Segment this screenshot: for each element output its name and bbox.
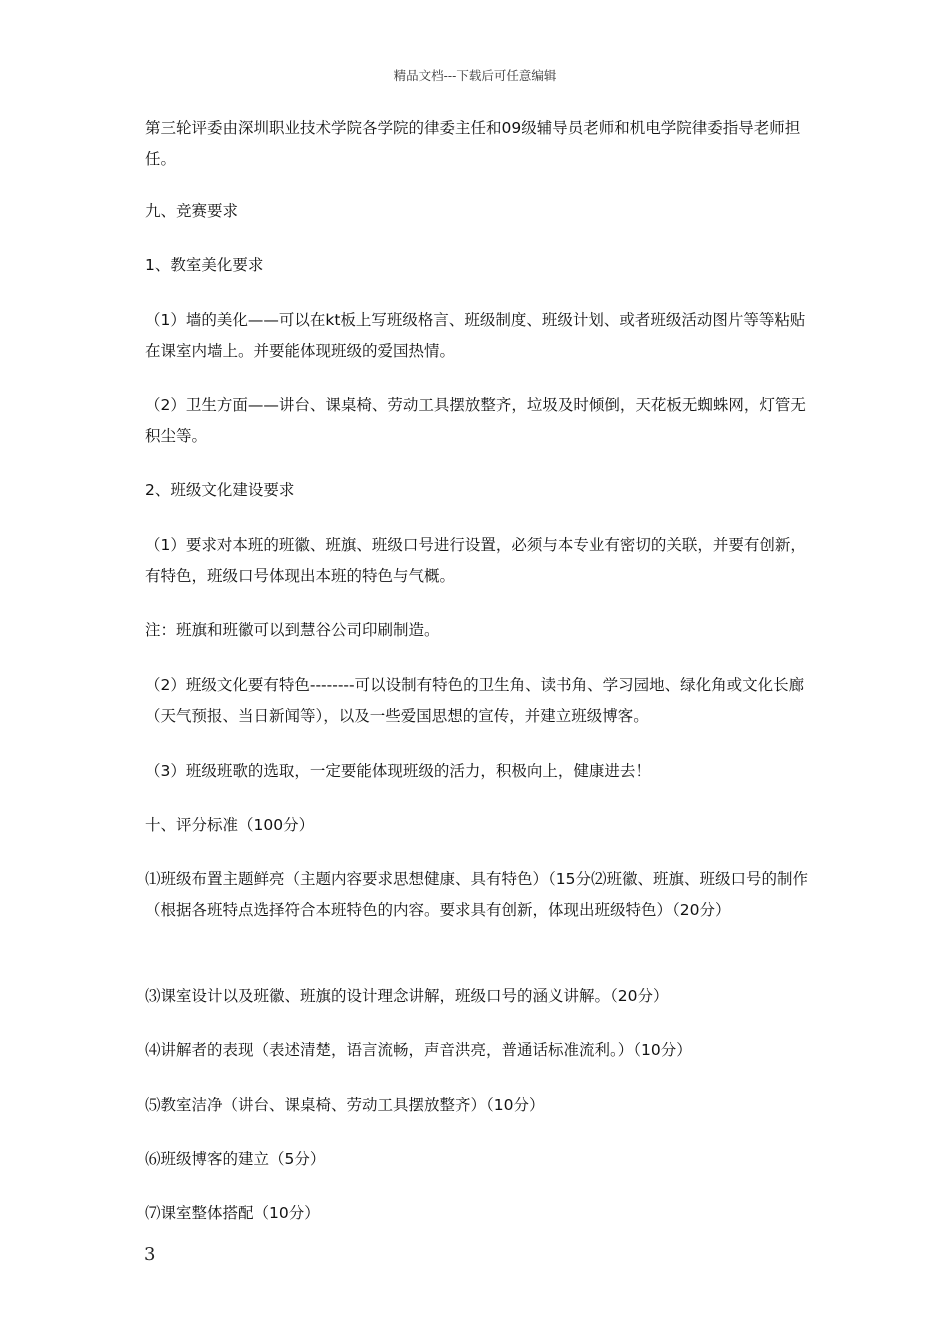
paragraph-criteria-1-2: ⑴班级布置主题鲜亮（主题内容要求思想健康、具有特色）（15分⑵班徽、班旗、班级口号的制作（根据各班特点选择符合本班特色的内容。要求具有创新，体现出班级特色）（20分）	[145, 870, 808, 919]
page-header: 精品文档---下载后可任意编辑	[393, 68, 557, 83]
heading-scoring-criteria: 十、评分标准（100分）	[145, 816, 315, 834]
heading-classroom-beautification: 1、教室美化要求	[145, 256, 264, 274]
paragraph-judges: 第三轮评委由深圳职业技术学院各学院的律委主任和09级辅导员老师和机电学院律委指导老师担任。	[145, 119, 801, 168]
heading-competition-requirements: 九、竞赛要求	[145, 202, 239, 220]
paragraph-criteria-7: ⑺课室整体搭配（10分）	[145, 1204, 320, 1222]
heading-class-culture: 2、班级文化建设要求	[145, 481, 295, 499]
paragraph-hygiene: （2）卫生方面——讲台、课桌椅、劳动工具摆放整齐，垃圾及时倾倒，天花板无蜘蛛网，灯管无积尘等。	[145, 396, 806, 445]
paragraph-class-emblem: （1）要求对本班的班徽、班旗、班级口号进行设置，必须与本专业有密切的关联，并要有创新，有特色，班级口号体现出本班的特色与气概。	[145, 536, 806, 585]
paragraph-class-song: （3）班级班歌的选取，一定要能体现班级的活力，积极向上，健康进去！	[145, 762, 651, 780]
paragraph-criteria-4: ⑷讲解者的表现（表述清楚，语言流畅，声音洪亮，普通话标准流利。）（10分）	[145, 1041, 692, 1059]
paragraph-criteria-5: ⑸教室洁净（讲台、课桌椅、劳动工具摆放整齐）（10分）	[145, 1096, 545, 1114]
paragraph-criteria-6: ⑹班级博客的建立（5分）	[145, 1150, 326, 1168]
paragraph-note: 注：班旗和班徽可以到慧谷公司印刷制造。	[145, 621, 440, 639]
paragraph-wall-beautification: （1）墙的美化——可以在kt板上写班级格言、班级制度、班级计划、或者班级活动图片等等粘贴在课室内墙上。并要能体现班级的爱国热情。	[145, 311, 806, 360]
paragraph-criteria-3: ⑶课室设计以及班徽、班旗的设计理念讲解，班级口号的涵义讲解。（20分）	[145, 987, 669, 1005]
paragraph-culture-features: （2）班级文化要有特色--------可以设制有特色的卫生角、读书角、学习园地、绿化角或文化长廊（天气预报、当日新闻等），以及一些爱国思想的宣传，并建立班级博客。	[145, 676, 805, 725]
page-number: 3	[144, 1244, 156, 1265]
